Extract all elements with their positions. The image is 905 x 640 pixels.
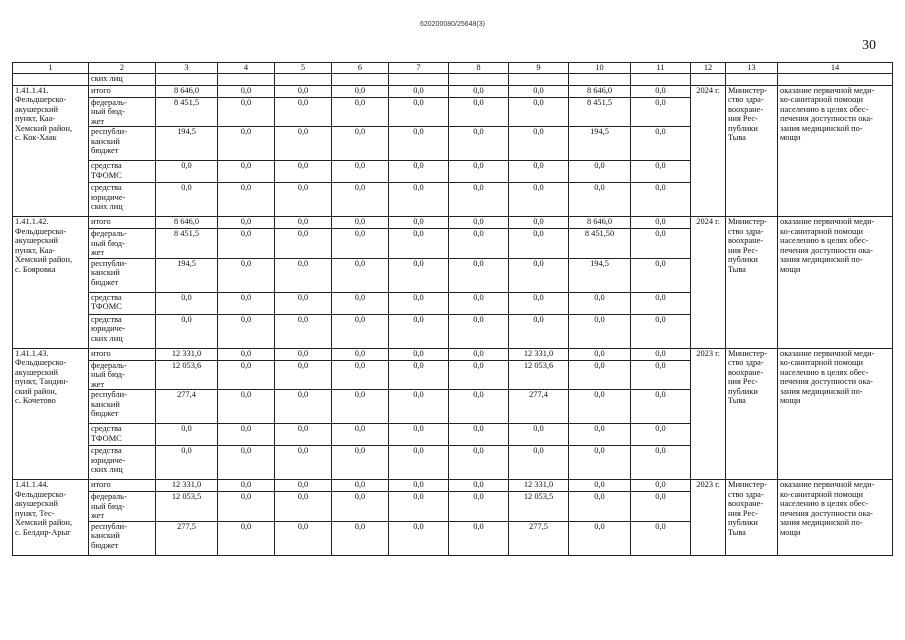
column-number-cell: 7: [389, 63, 449, 74]
year-cell: 2024 г.: [691, 85, 726, 217]
value-cell: 0,0: [449, 390, 509, 424]
purpose-cell: оказание первичной меди- ко-санитарной помощи населению в целях обес- печения доступности ока- зания медицинской по- мощи: [778, 480, 893, 556]
empty-cell: [218, 73, 275, 85]
value-cell: 0,0: [218, 127, 275, 161]
value-cell: 0,0: [389, 229, 449, 259]
value-cell: 0,0: [332, 480, 389, 492]
value-cell: 0,0: [275, 97, 332, 127]
value-cell: 0,0: [569, 390, 631, 424]
value-cell: 0,0: [332, 424, 389, 446]
value-cell: 0,0: [449, 424, 509, 446]
value-cell: 0,0: [389, 127, 449, 161]
value-cell: 194,5: [156, 127, 218, 161]
value-cell: 0,0: [218, 161, 275, 183]
value-cell: 0,0: [275, 258, 332, 292]
column-number-cell: 2: [89, 63, 156, 74]
value-cell: 0,0: [156, 314, 218, 348]
value-cell: 0,0: [275, 390, 332, 424]
value-cell: 0,0: [218, 314, 275, 348]
funding-source-cell: средства ТФОМС: [89, 161, 156, 183]
value-cell: 0,0: [275, 446, 332, 480]
column-number-cell: 9: [509, 63, 569, 74]
value-cell: 0,0: [509, 424, 569, 446]
value-cell: 0,0: [389, 446, 449, 480]
funding-source-cell: республи- канский бюджет: [89, 127, 156, 161]
purpose-cell: оказание первичной меди- ко-санитарной помощи населению в целях обес- печения доступности ока- зания медицинской по- мощи: [778, 85, 893, 217]
value-cell: 0,0: [275, 85, 332, 97]
value-cell: 0,0: [275, 183, 332, 217]
value-cell: 0,0: [389, 292, 449, 314]
value-cell: 0,0: [631, 446, 691, 480]
value-cell: 0,0: [156, 446, 218, 480]
value-cell: 0,0: [449, 258, 509, 292]
value-cell: 0,0: [389, 217, 449, 229]
funding-source-cell: средства ТФОМС: [89, 292, 156, 314]
value-cell: 0,0: [218, 480, 275, 492]
value-cell: 0,0: [569, 314, 631, 348]
value-cell: 0,0: [509, 258, 569, 292]
value-cell: 0,0: [631, 480, 691, 492]
value-cell: 12 053,6: [509, 360, 569, 390]
value-cell: 12 053,5: [156, 492, 218, 522]
header-row: [13, 63, 893, 74]
column-number-cell: 13: [726, 63, 778, 74]
funding-source-cell: средства ТФОМС: [89, 424, 156, 446]
value-cell: 0,0: [631, 390, 691, 424]
value-cell: 8 646,0: [156, 85, 218, 97]
value-cell: 0,0: [332, 446, 389, 480]
value-cell: 0,0: [569, 183, 631, 217]
value-cell: 0,0: [275, 229, 332, 259]
value-cell: 0,0: [218, 292, 275, 314]
value-cell: 0,0: [389, 360, 449, 390]
value-cell: 0,0: [389, 183, 449, 217]
empty-cell: [726, 73, 778, 85]
empty-cell: [332, 73, 389, 85]
value-cell: 0,0: [332, 127, 389, 161]
column-number-cell: 10: [569, 63, 631, 74]
funding-source-cell: федераль- ный бюд- жет: [89, 492, 156, 522]
value-cell: 0,0: [218, 424, 275, 446]
value-cell: 0,0: [156, 161, 218, 183]
year-cell: 2023 г.: [691, 348, 726, 480]
value-cell: 0,0: [156, 183, 218, 217]
empty-cell: [509, 73, 569, 85]
purpose-cell: оказание первичной меди- ко-санитарной помощи населению в целях обес- печения доступности ока- зания медицинской по- мощи: [778, 348, 893, 480]
value-cell: 0,0: [389, 390, 449, 424]
value-cell: 277,4: [509, 390, 569, 424]
value-cell: 8 451,5: [156, 97, 218, 127]
value-cell: 0,0: [449, 229, 509, 259]
value-cell: 0,0: [332, 161, 389, 183]
value-cell: 0,0: [275, 217, 332, 229]
carry-over-label: ских лиц: [89, 73, 156, 85]
value-cell: 0,0: [389, 480, 449, 492]
value-cell: 0,0: [509, 183, 569, 217]
value-cell: 0,0: [449, 360, 509, 390]
value-cell: 0,0: [218, 217, 275, 229]
value-cell: 0,0: [156, 292, 218, 314]
funding-source-cell: федераль- ный бюд- жет: [89, 97, 156, 127]
funding-source-cell: итого: [89, 217, 156, 229]
value-cell: 0,0: [275, 424, 332, 446]
funding-source-cell: итого: [89, 348, 156, 360]
funding-source-cell: федераль- ный бюд- жет: [89, 229, 156, 259]
value-cell: 12 053,5: [509, 492, 569, 522]
value-cell: 0,0: [569, 521, 631, 555]
value-cell: 8 646,0: [569, 217, 631, 229]
value-cell: 0,0: [389, 314, 449, 348]
value-cell: 0,0: [449, 183, 509, 217]
column-number-cell: 11: [631, 63, 691, 74]
value-cell: 0,0: [332, 229, 389, 259]
value-cell: 0,0: [218, 229, 275, 259]
value-cell: 0,0: [569, 492, 631, 522]
value-cell: 0,0: [332, 292, 389, 314]
value-cell: 0,0: [509, 314, 569, 348]
value-cell: 8 451,50: [569, 229, 631, 259]
funding-source-cell: республи- канский бюджет: [89, 390, 156, 424]
value-cell: 0,0: [218, 348, 275, 360]
value-cell: 0,0: [156, 424, 218, 446]
value-cell: 0,0: [332, 217, 389, 229]
value-cell: 0,0: [569, 424, 631, 446]
column-number-cell: 12: [691, 63, 726, 74]
value-cell: 0,0: [218, 521, 275, 555]
value-cell: 0,0: [509, 446, 569, 480]
funding-source-cell: федераль- ный бюд- жет: [89, 360, 156, 390]
value-cell: 0,0: [332, 492, 389, 522]
column-number-cell: 8: [449, 63, 509, 74]
value-cell: 0,0: [449, 161, 509, 183]
value-cell: 0,0: [332, 390, 389, 424]
funding-source-cell: средства юридиче- ских лиц: [89, 446, 156, 480]
value-cell: 0,0: [218, 85, 275, 97]
column-number-cell: 3: [156, 63, 218, 74]
value-cell: 0,0: [631, 97, 691, 127]
value-cell: 0,0: [631, 217, 691, 229]
object-name-cell: 1.41.1.44. Фельдшерско- акушерский пункт, Тес- Хемский район, с. Белдир-Арыг: [13, 480, 89, 556]
value-cell: 0,0: [449, 217, 509, 229]
value-cell: 0,0: [275, 314, 332, 348]
value-cell: 0,0: [389, 161, 449, 183]
purpose-cell: оказание первичной меди- ко-санитарной помощи населению в целях обес- печения доступности ока- зания медицинской по- мощи: [778, 217, 893, 349]
year-cell: 2024 г.: [691, 217, 726, 349]
column-number-cell: 14: [778, 63, 893, 74]
value-cell: 0,0: [218, 258, 275, 292]
value-cell: 277,5: [156, 521, 218, 555]
value-cell: 0,0: [275, 127, 332, 161]
funding-source-cell: итого: [89, 480, 156, 492]
object-name-cell: 1.41.1.41. Фельдшерско- акушерский пункт, Каа- Хемский район, с. Кок-Хаак: [13, 85, 89, 217]
value-cell: 194,5: [156, 258, 218, 292]
value-cell: 0,0: [389, 97, 449, 127]
year-cell: 2023 г.: [691, 480, 726, 556]
funding-source-cell: средства юридиче- ских лиц: [89, 314, 156, 348]
value-cell: 0,0: [275, 480, 332, 492]
value-cell: 0,0: [569, 480, 631, 492]
empty-cell: [13, 73, 89, 85]
value-cell: 0,0: [631, 183, 691, 217]
value-cell: 0,0: [275, 492, 332, 522]
value-cell: 277,4: [156, 390, 218, 424]
value-cell: 0,0: [631, 348, 691, 360]
value-cell: 0,0: [509, 229, 569, 259]
empty-cell: [275, 73, 332, 85]
carry-over-row: [13, 73, 893, 85]
value-cell: 0,0: [218, 183, 275, 217]
column-number-cell: 1: [13, 63, 89, 74]
value-cell: 0,0: [332, 521, 389, 555]
value-cell: 0,0: [332, 183, 389, 217]
value-cell: 0,0: [631, 161, 691, 183]
value-cell: 0,0: [449, 521, 509, 555]
value-cell: 12 331,0: [509, 480, 569, 492]
value-cell: 0,0: [631, 258, 691, 292]
value-cell: 0,0: [631, 85, 691, 97]
value-cell: 0,0: [218, 360, 275, 390]
value-cell: 0,0: [569, 360, 631, 390]
column-number-cell: 5: [275, 63, 332, 74]
value-cell: 0,0: [569, 292, 631, 314]
value-cell: 0,0: [332, 97, 389, 127]
value-cell: 0,0: [569, 446, 631, 480]
value-cell: 0,0: [509, 292, 569, 314]
value-cell: 0,0: [449, 492, 509, 522]
page-number: 30: [862, 38, 876, 53]
value-cell: 0,0: [332, 258, 389, 292]
empty-cell: [631, 73, 691, 85]
value-cell: 8 451,5: [569, 97, 631, 127]
value-cell: 0,0: [218, 390, 275, 424]
value-cell: 0,0: [509, 161, 569, 183]
value-cell: 0,0: [631, 360, 691, 390]
value-cell: 0,0: [569, 161, 631, 183]
value-cell: 0,0: [631, 229, 691, 259]
value-cell: 0,0: [275, 360, 332, 390]
value-cell: 277,5: [509, 521, 569, 555]
value-cell: 0,0: [332, 314, 389, 348]
column-number-cell: 6: [332, 63, 389, 74]
value-cell: 0,0: [631, 521, 691, 555]
table-row: [13, 217, 893, 229]
value-cell: 0,0: [332, 85, 389, 97]
organization-cell: Министер- ство здра- воохране- ния Рес- публики Тыва: [726, 85, 778, 217]
organization-cell: Министер- ство здра- воохране- ния Рес- публики Тыва: [726, 348, 778, 480]
value-cell: 0,0: [449, 480, 509, 492]
value-cell: 194,5: [569, 127, 631, 161]
document-id: 620200080/25648(3): [419, 21, 485, 28]
value-cell: 0,0: [389, 424, 449, 446]
funding-source-cell: республи- канский бюджет: [89, 258, 156, 292]
value-cell: 0,0: [389, 85, 449, 97]
value-cell: 8 646,0: [569, 85, 631, 97]
object-name-cell: 1.41.1.43. Фельдшерско- акушерский пункт, Тандин- ский район, с. Кочетово: [13, 348, 89, 480]
empty-cell: [389, 73, 449, 85]
value-cell: 8 451,5: [156, 229, 218, 259]
funding-source-cell: средства юридиче- ских лиц: [89, 183, 156, 217]
value-cell: 0,0: [569, 348, 631, 360]
value-cell: 0,0: [631, 127, 691, 161]
funding-source-cell: итого: [89, 85, 156, 97]
table-row: [13, 348, 893, 360]
value-cell: 0,0: [631, 292, 691, 314]
empty-cell: [691, 73, 726, 85]
value-cell: 0,0: [509, 85, 569, 97]
value-cell: 0,0: [449, 292, 509, 314]
value-cell: 0,0: [218, 446, 275, 480]
value-cell: 0,0: [332, 360, 389, 390]
value-cell: 194,5: [569, 258, 631, 292]
value-cell: 0,0: [449, 314, 509, 348]
empty-cell: [156, 73, 218, 85]
column-number-cell: 4: [218, 63, 275, 74]
value-cell: 0,0: [509, 217, 569, 229]
value-cell: 12 331,0: [156, 480, 218, 492]
empty-cell: [449, 73, 509, 85]
value-cell: 8 646,0: [156, 217, 218, 229]
funding-source-cell: республи- канский бюджет: [89, 521, 156, 555]
value-cell: 0,0: [218, 97, 275, 127]
organization-cell: Министер- ство здра- воохране- ния Рес- публики Тыва: [726, 217, 778, 349]
value-cell: 0,0: [389, 492, 449, 522]
value-cell: 0,0: [275, 521, 332, 555]
value-cell: 0,0: [218, 492, 275, 522]
value-cell: 0,0: [332, 348, 389, 360]
value-cell: 0,0: [631, 424, 691, 446]
value-cell: 0,0: [449, 97, 509, 127]
value-cell: 12 053,6: [156, 360, 218, 390]
empty-cell: [778, 73, 893, 85]
value-cell: 0,0: [449, 348, 509, 360]
value-cell: 0,0: [631, 492, 691, 522]
empty-cell: [569, 73, 631, 85]
value-cell: 12 331,0: [156, 348, 218, 360]
object-name-cell: 1.41.1.42. Фельдшерско- акушерский пункт, Каа- Хемский район, с. Бояровка: [13, 217, 89, 349]
value-cell: 0,0: [389, 258, 449, 292]
value-cell: 0,0: [449, 446, 509, 480]
table-row: [13, 85, 893, 97]
value-cell: 0,0: [275, 161, 332, 183]
value-cell: 0,0: [509, 127, 569, 161]
value-cell: 0,0: [449, 127, 509, 161]
value-cell: 0,0: [389, 521, 449, 555]
value-cell: 0,0: [631, 314, 691, 348]
value-cell: 0,0: [389, 348, 449, 360]
table-row: [13, 480, 893, 492]
value-cell: 12 331,0: [509, 348, 569, 360]
value-cell: 0,0: [275, 348, 332, 360]
value-cell: 0,0: [275, 292, 332, 314]
budget-table: [12, 62, 893, 556]
value-cell: 0,0: [449, 85, 509, 97]
value-cell: 0,0: [509, 97, 569, 127]
organization-cell: Министер- ство здра- воохране- ния Рес- публики Тыва: [726, 480, 778, 556]
